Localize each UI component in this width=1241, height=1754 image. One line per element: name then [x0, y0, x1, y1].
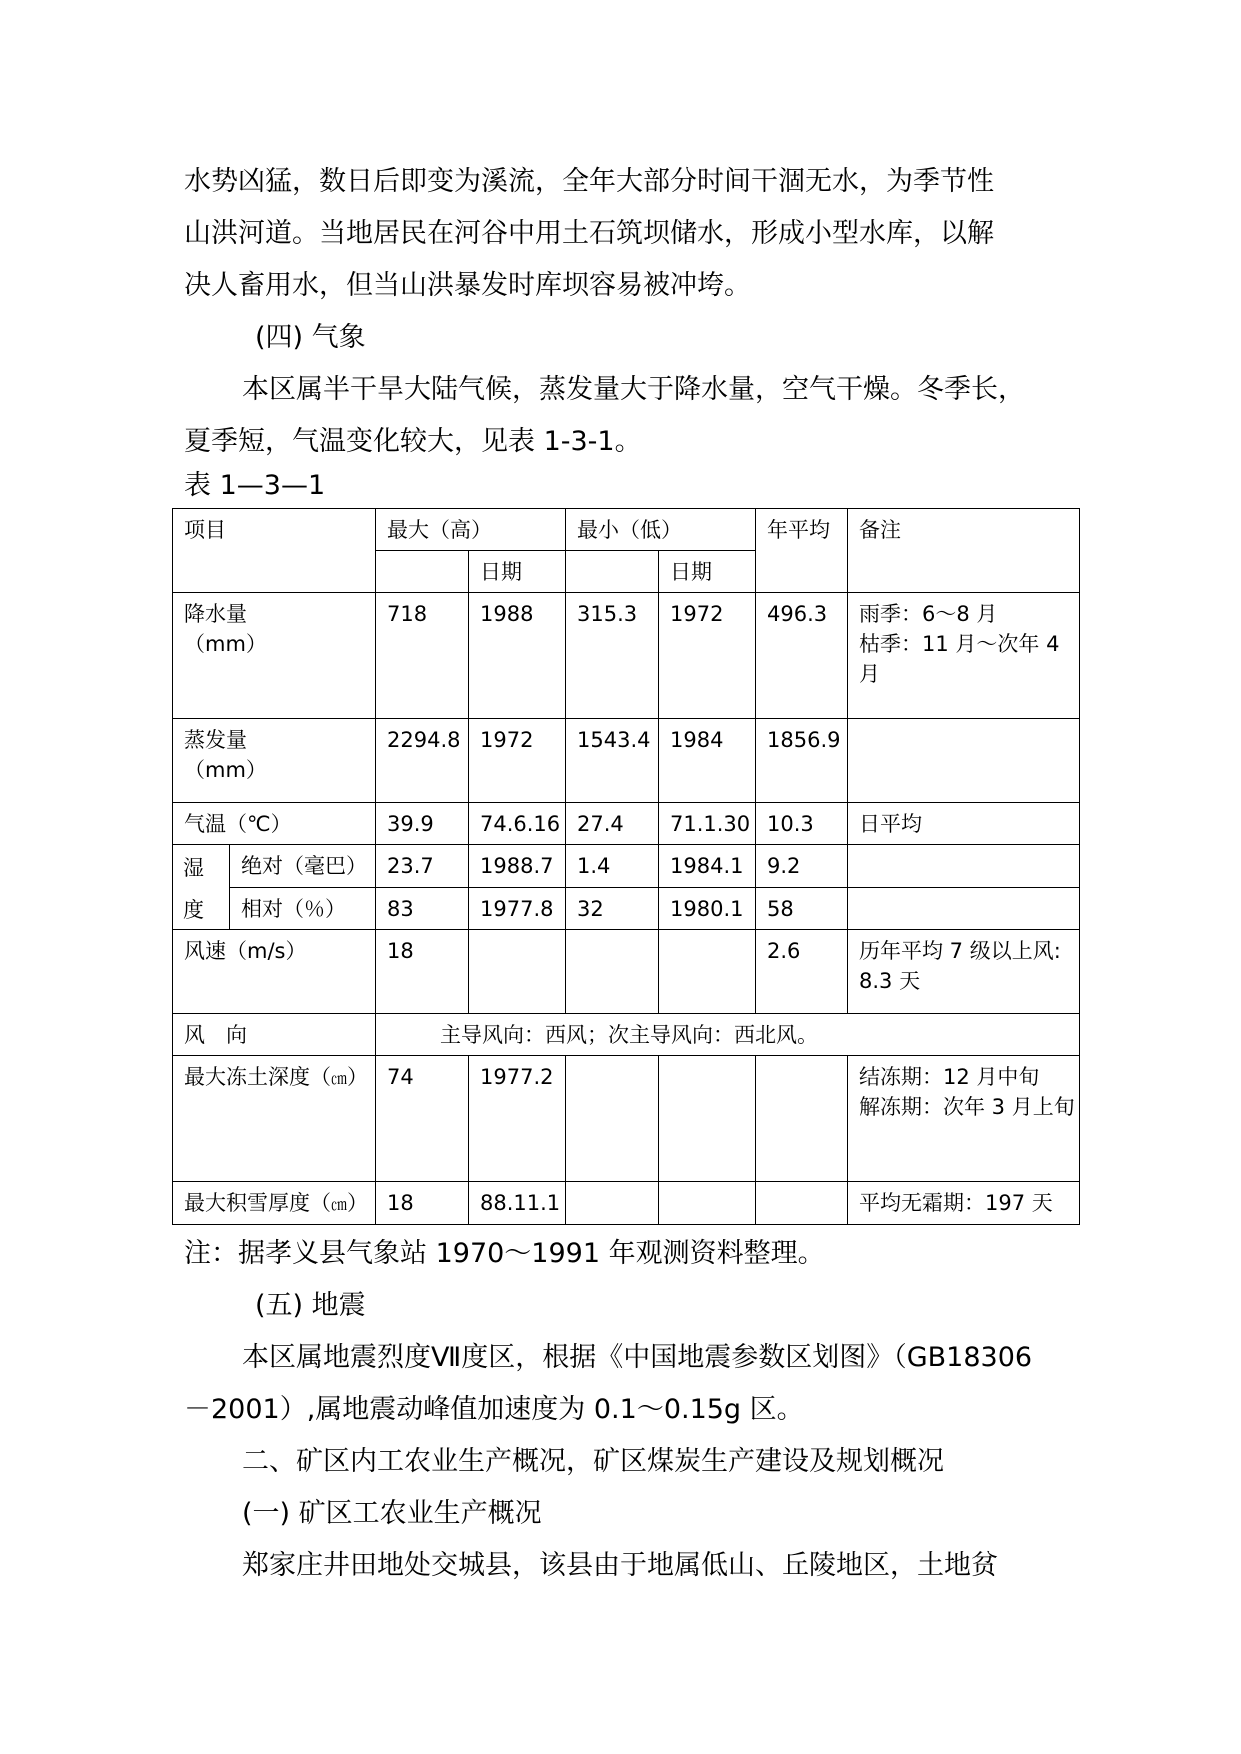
cell-temp-max-date: 74.6.16 [469, 803, 566, 845]
cell-hum-abs-note [848, 845, 1080, 888]
section-heading-agriculture: (一) 矿区工农业生产概况 [242, 1498, 542, 1529]
header-min-value [566, 551, 659, 593]
cell-frost-min [566, 1056, 659, 1182]
header-min: 最小（低） [566, 509, 756, 551]
table-note: 注：据孝义县气象站 1970～1991 年观测资料整理。 [184, 1238, 825, 1269]
cell-rain-avg: 496.3 [756, 593, 848, 719]
header-note: 备注 [848, 509, 1080, 593]
row-label-evap: 蒸发量（mm） [173, 719, 376, 803]
cell-wind-min [566, 930, 659, 1014]
humidity-char-1: 湿 [183, 856, 204, 880]
snow-label-prefix: 最大积雪厚度（ [184, 1191, 331, 1215]
paragraph-line: －2001）,属地震动峰值加速度为 0.1～0.15g 区。 [184, 1394, 804, 1425]
cell-hum-rel-min: 32 [566, 887, 659, 930]
cell-wind-max-date [469, 930, 566, 1014]
cell-temp-max: 39.9 [376, 803, 469, 845]
cell-frost-min-date [659, 1056, 756, 1182]
cell-wind-max: 18 [376, 930, 469, 1014]
cell-snow-note: 平均无霜期：197 天 [848, 1182, 1080, 1225]
humidity-char-2: 度 [183, 898, 204, 922]
row-label-wind-direction: 风 向 [173, 1014, 376, 1056]
cell-evap-min: 1543.4 [566, 719, 659, 803]
cell-hum-abs-min-date: 1984.1 [659, 845, 756, 888]
frost-note-line-2: 解冻期：次年 3 月上旬 [859, 1095, 1075, 1119]
row-label-temp: 气温（℃） [173, 803, 376, 845]
cell-snow-max: 18 [376, 1182, 469, 1225]
cell-wind-direction: 主导风向：西风；次主导风向：西北风。 [376, 1014, 1080, 1056]
cell-hum-rel-max-date: 1977.8 [469, 887, 566, 930]
paragraph-line: 本区属半干旱大陆气候，蒸发量大于降水量，空气干燥。冬季长， [242, 374, 1025, 405]
header-max-date: 日期 [469, 551, 566, 593]
header-item: 项目 [173, 509, 376, 593]
paragraph-line: 决人畜用水，但当山洪暴发时库坝容易被冲垮。 [184, 270, 751, 301]
cell-rain-min: 315.3 [566, 593, 659, 719]
row-label-wind-speed: 风速（m/s） [173, 930, 376, 1014]
cell-frost-max-date: 1977.2 [469, 1056, 566, 1182]
frost-label-suffix: ） [347, 1065, 369, 1089]
header-max: 最大（高） [376, 509, 566, 551]
rain-note-line-2: 枯季：11 月～次年 4 月 [859, 632, 1060, 686]
cell-evap-min-date: 1984 [659, 719, 756, 803]
cell-frost-avg [756, 1056, 848, 1182]
cell-evap-max-date: 1972 [469, 719, 566, 803]
cell-snow-max-date: 88.11.1 [469, 1182, 566, 1225]
paragraph-line: 水势凶猛，数日后即变为溪流，全年大部分时间干涸无水，为季节性 [184, 166, 994, 197]
snow-label-unit: ㎝ [331, 1195, 348, 1214]
cell-wind-note: 历年平均 7 级以上风:8.3 天 [848, 930, 1080, 1014]
cell-temp-avg: 10.3 [756, 803, 848, 845]
section-heading-weather: (四) 气象 [255, 322, 366, 353]
cell-temp-note: 日平均 [848, 803, 1080, 845]
section-heading-earthquake: (五) 地震 [255, 1290, 366, 1321]
cell-hum-abs-avg: 9.2 [756, 845, 848, 888]
snow-label-suffix: ） [347, 1191, 369, 1215]
cell-wind-avg: 2.6 [756, 930, 848, 1014]
paragraph-line: 山洪河道。当地居民在河谷中用土石筑坝储水，形成小型水库，以解 [184, 218, 994, 249]
cell-rain-min-date: 1972 [659, 593, 756, 719]
cell-hum-rel-note [848, 887, 1080, 930]
cell-hum-rel-max: 83 [376, 887, 469, 930]
cell-hum-rel-avg: 58 [756, 887, 848, 930]
cell-evap-note [848, 719, 1080, 803]
cell-hum-abs-max: 23.7 [376, 845, 469, 888]
paragraph-line: 郑家庄井田地处交城县，该县由于地属低山、丘陵地区，土地贫 [242, 1550, 998, 1581]
paragraph-line: 夏季短，气温变化较大，见表 1-3-1。 [184, 426, 642, 457]
cell-snow-min-date [659, 1182, 756, 1225]
climate-table [172, 508, 1080, 1225]
cell-evap-avg: 1856.9 [756, 719, 848, 803]
row-label-humidity-abs: 绝对（毫巴） [230, 845, 376, 888]
cell-temp-min-date: 71.1.30 [659, 803, 756, 845]
rain-note-line-1: 雨季：6～8 月 [859, 602, 998, 626]
table-caption: 表 1—3—1 [184, 470, 326, 501]
cell-evap-max: 2294.8 [376, 719, 469, 803]
cell-wind-min-date [659, 930, 756, 1014]
header-min-date: 日期 [659, 551, 756, 593]
cell-frost-max: 74 [376, 1056, 469, 1182]
cell-rain-max: 718 [376, 593, 469, 719]
row-label-rain: 降水量（mm） [173, 593, 376, 719]
frost-note-line-1: 结冻期：12 月中旬 [859, 1065, 1040, 1089]
header-max-value [376, 551, 469, 593]
row-label-frost [173, 1056, 376, 1182]
header-avg: 年平均 [756, 509, 848, 593]
row-group-humidity [173, 845, 230, 930]
cell-hum-rel-min-date: 1980.1 [659, 887, 756, 930]
cell-frost-note [848, 1056, 1080, 1182]
cell-snow-avg [756, 1182, 848, 1225]
cell-hum-abs-min: 1.4 [566, 845, 659, 888]
cell-rain-note [848, 593, 1080, 719]
cell-rain-max-date: 1988 [469, 593, 566, 719]
paragraph-line: 本区属地震烈度Ⅶ度区，根据《中国地震参数区划图》（GB18306 [242, 1342, 1033, 1373]
frost-label-unit: ㎝ [331, 1069, 348, 1088]
cell-snow-min [566, 1182, 659, 1225]
cell-temp-min: 27.4 [566, 803, 659, 845]
row-label-humidity-rel: 相对（％） [230, 887, 376, 930]
section-heading-industry: 二、矿区内工农业生产概况，矿区煤炭生产建设及规划概况 [242, 1446, 944, 1477]
frost-label-prefix: 最大冻土深度（ [184, 1065, 331, 1089]
cell-hum-abs-max-date: 1988.7 [469, 845, 566, 888]
row-label-snow [173, 1182, 376, 1225]
